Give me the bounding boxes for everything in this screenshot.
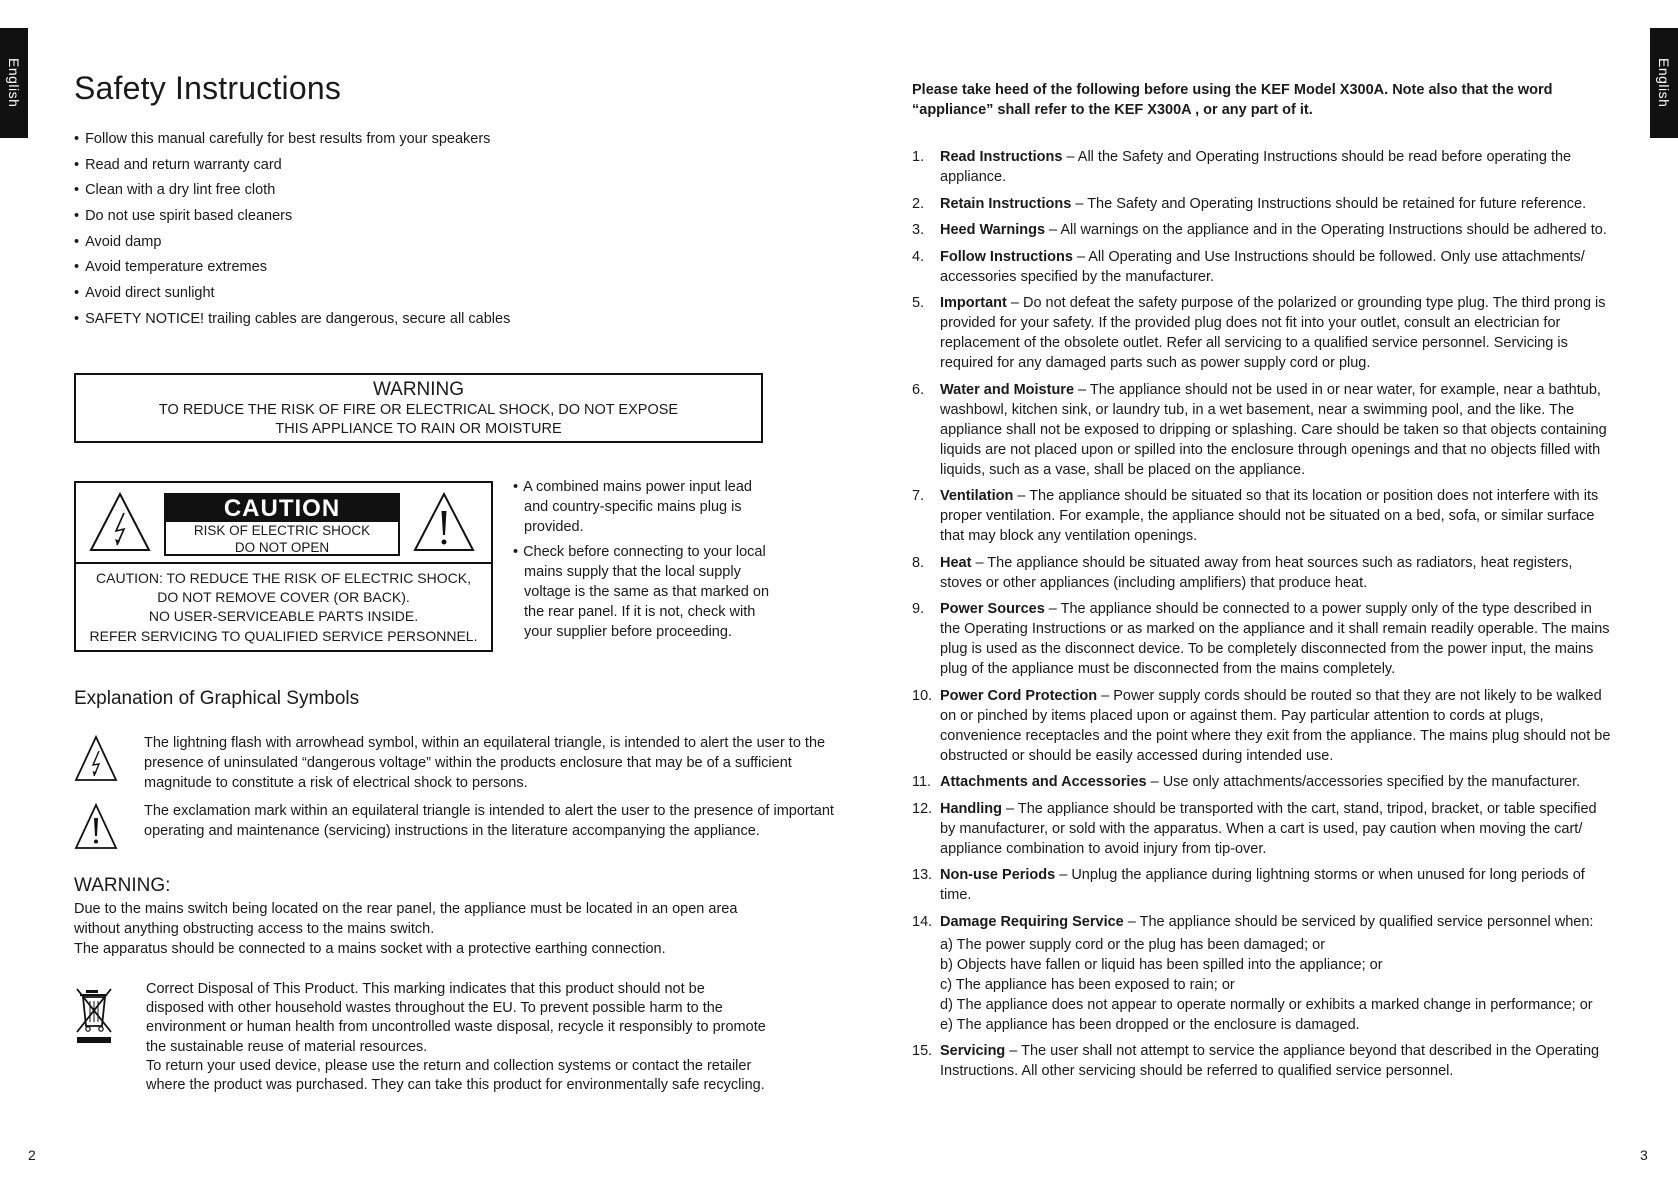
- list-item: • Check before connecting to your local mains supply that the local supply voltage is the same as that marked on the rear panel. If it is not, check with your supplier before proceeding.: [513, 542, 773, 642]
- list-item: [912, 686, 1612, 766]
- language-tab-right: [1650, 28, 1678, 138]
- list-item: • Do not use spirit based cleaners: [74, 204, 766, 230]
- list-item: [912, 247, 1612, 287]
- item-number: 9.: [912, 601, 925, 617]
- list-item: [912, 772, 1612, 792]
- disposal-paragraph: Correct Disposal of This Product. This marking indicates that this product should not be disposed with other household wastes throughout the EU. To prevent possible harm to the environment or human health from uncontrolled waste disposal, recycle it responsibly to promote the sustainable reuse of material resources.: [146, 981, 766, 1055]
- page-number-left: 2: [28, 1147, 36, 1163]
- item-number: 2.: [912, 195, 925, 212]
- item-title: Power Sources: [940, 601, 1045, 617]
- caution-box-header: [76, 483, 491, 564]
- list-item: [912, 865, 1612, 905]
- caution-box-text: [76, 569, 491, 646]
- language-label-right: English: [1656, 58, 1672, 108]
- exclamation-triangle-icon: [74, 803, 118, 851]
- warning-box-title: WARNING: [372, 379, 465, 400]
- list-item: [912, 599, 1612, 679]
- caution-box: [74, 481, 493, 652]
- item-text: – The appliance should be connected to a power supply only of the type described in the Operating Instructions or as marked on the appliance and it shall remain readily operable. The mains plug is used as the disconnect device. To be completely disconnected from the power input, the mains plug of the appliance must be disconnected from the mains completely.: [940, 601, 1610, 677]
- item-number: 7.: [912, 488, 925, 504]
- item-number: 11.: [912, 774, 932, 790]
- list-item: [912, 194, 1612, 214]
- item-text: – The appliance should be transported with the cart, stand, tripod, bracket, or table specified by manufacturer, or sold with the apparatus. When a cart is used, pay caution when moving the cart/ appliance combination to avoid injury from tip-over.: [940, 800, 1597, 857]
- list-item: [912, 1041, 1612, 1081]
- item-text: – All the Safety and Operating Instructions should be read before operating the appliance.: [940, 149, 1572, 185]
- right-page: [912, 80, 1612, 1079]
- list-item: • Read and return warranty card: [74, 153, 766, 179]
- item-title: Heat: [940, 554, 972, 571]
- disposal-paragraph: To return your used device, please use the return and collection systems or contact the retailer where the product was purchased. They can take this product for environmentally safe recycling.: [146, 1057, 765, 1094]
- list-item: • A combined mains power input lead and country-specific mains plug is provided.: [513, 477, 773, 537]
- item-title: Read Instructions: [940, 149, 1063, 165]
- item-number: 5.: [912, 295, 925, 311]
- item-text: – Do not defeat the safety purpose of the polarized or grounding type plug. The third prong is provided for your safety. If the provided plug does not fit into your outlet, consult an electrician for replacement of the obsolete outlet. Refer all servicing to a qualified service personnel. Servicing is required for any damaged parts such as power supply cord or plug.: [940, 295, 1606, 371]
- caution-sub1: RISK OF ELECTRIC SHOCK: [193, 523, 371, 538]
- item-number: 8.: [912, 554, 925, 571]
- disposal-text: [146, 980, 766, 1095]
- list-item: [912, 912, 1612, 1035]
- item-text: – The Safety and Operating Instructions should be retained for future reference.: [1071, 195, 1587, 212]
- item-title: Servicing: [940, 1043, 1006, 1059]
- list-item: [912, 486, 1612, 546]
- item-text: – Power supply cords should be routed so that they are not likely to be walked on or pinched by items placed upon or against them. Pay particular attention to cords at plugs, convenience receptacles and the point where they exit from the appliance. The mains plug should not be obstructed or should be easily accessed during intended use.: [940, 687, 1611, 764]
- caution-line: CAUTION: TO REDUCE THE RISK OF ELECTRIC SHOCK,: [96, 570, 471, 586]
- item-number: 6.: [912, 381, 925, 398]
- caution-title: CAUTION: [166, 495, 398, 522]
- item-title: Important: [940, 295, 1007, 311]
- list-item: [912, 293, 1612, 373]
- item-text: – Unplug the appliance during lightning storms or when unused for long periods of time.: [940, 867, 1585, 903]
- weee-bin-icon: [74, 986, 116, 1046]
- warning-box: [74, 373, 763, 443]
- sub-item: e) The appliance has been dropped or the enclosure is damaged.: [940, 1016, 1360, 1033]
- symbols-heading: Explanation of Graphical Symbols: [74, 688, 360, 709]
- list-item: • SAFETY NOTICE! trailing cables are dangerous, secure all cables: [74, 307, 766, 333]
- item-number: 14.: [912, 913, 933, 930]
- item-text: – The appliance should be serviced by qualified service personnel when:: [1123, 913, 1594, 930]
- item-number: 15.: [912, 1043, 933, 1059]
- item-title: Power Cord Protection: [940, 687, 1098, 704]
- item-text: – The appliance should not be used in or near water, for example, near a bathtub, washbowl, kitchen sink, or laundry tub, in a wet basement, near a swimming pool, and the like. The appliance shall not be exposed to dripping or splashing. Care should be taken so that objects containing liquids are not placed upon or spilled into the enclosure through openings and that no objects filled with liquids, such as a vase, shall be placed on the appliance.: [940, 381, 1607, 478]
- item-title: Ventilation: [940, 488, 1014, 504]
- list-item: [912, 220, 1612, 240]
- item-number: 12.: [912, 800, 933, 817]
- list-item: • Clean with a dry lint free cloth: [74, 178, 766, 204]
- lightning-triangle-icon: [74, 735, 118, 783]
- warning-paragraph: The apparatus should be connected to a mains socket with a protective earthing connection.: [74, 941, 666, 957]
- caution-sub2: DO NOT OPEN: [234, 540, 330, 555]
- symbol-explanation-exclamation: The exclamation mark within an equilateral triangle is intended to alert the user to the presence of important operating and maintenance (servicing) instructions in the literature accompanying the appliance.: [144, 803, 834, 839]
- list-item: [912, 380, 1612, 480]
- item-title: Heed Warnings: [940, 222, 1046, 238]
- sub-item: d) The appliance does not appear to operate normally or exhibits a marked change in performance; or: [940, 996, 1593, 1013]
- damage-sublist: [940, 935, 1612, 1035]
- item-number: 10.: [912, 687, 933, 704]
- caution-label: [164, 493, 400, 556]
- item-number: 4.: [912, 248, 925, 265]
- language-label-left: English: [6, 58, 22, 108]
- list-item: [912, 147, 1612, 187]
- list-item: [912, 553, 1612, 593]
- power-bullet-list: [513, 477, 773, 647]
- item-title: Damage Requiring Service: [940, 913, 1124, 930]
- list-item: • Avoid damp: [74, 230, 766, 256]
- list-item: [912, 799, 1612, 859]
- language-tab-left: [0, 28, 28, 138]
- page-title: Safety Instructions: [74, 70, 342, 106]
- sub-item: a) The power supply cord or the plug has been damaged; or: [940, 936, 1326, 953]
- warning-body: [74, 899, 774, 959]
- item-text: – Use only attachments/accessories specified by the manufacturer.: [1146, 774, 1581, 790]
- sub-item: c) The appliance has been exposed to rain; or: [940, 976, 1235, 993]
- item-number: 13.: [912, 867, 933, 883]
- item-number: 3.: [912, 222, 925, 238]
- intro-text: Please take heed of the following before using the KEF Model X300A. Note also that the word “appliance” shall refer to the KEF X300A , or any part of it.: [912, 82, 1553, 118]
- caution-line: DO NOT REMOVE COVER (OR BACK).: [157, 589, 410, 606]
- lightning-warning-icon: [88, 491, 152, 553]
- item-text: – The appliance should be situated so that its location or position does not interfere with its proper ventilation. For example, the appliance should not be situated on a bed, sofa, or similar surface that may block any ventilation openings.: [940, 488, 1599, 544]
- page-number-right: 3: [1640, 1147, 1648, 1163]
- warning-box-line2: THIS APPLIANCE TO RAIN OR MOISTURE: [275, 421, 562, 437]
- item-text: – All Operating and Use Instructions should be followed. Only use attachments/ accessories specified by the manufacturer.: [940, 248, 1585, 285]
- left-page: [74, 70, 766, 333]
- exclamation-warning-icon: [412, 491, 476, 553]
- list-item: • Avoid temperature extremes: [74, 255, 766, 281]
- item-title: Non-use Periods: [940, 867, 1056, 883]
- item-text: – The user shall not attempt to service the appliance beyond that described in the Operating Instructions. All other servicing should be referred to qualified service personnel.: [940, 1043, 1600, 1079]
- item-title: Handling: [940, 800, 1003, 817]
- numbered-instructions: [912, 147, 1612, 1088]
- symbol-explanation-lightning: The lightning flash with arrowhead symbol, within an equilateral triangle, is intended to alert the user to the presence of uninsulated “dangerous voltage” within the products enclosure that may be of a sufficient magnitude to constitute a risk of electrical shock to persons.: [144, 735, 826, 791]
- list-item: • Follow this manual carefully for best results from your speakers: [74, 127, 766, 153]
- sub-item: b) Objects have fallen or liquid has been spilled into the appliance; or: [940, 956, 1383, 973]
- warning-box-line1: TO REDUCE THE RISK OF FIRE OR ELECTRICAL SHOCK, DO NOT EXPOSE: [158, 402, 679, 418]
- item-title: Retain Instructions: [940, 195, 1072, 212]
- warning-paragraph: Due to the mains switch being located on the rear panel, the appliance must be located in an open area without anything obstructing access to the mains switch.: [74, 901, 738, 937]
- item-title: Attachments and Accessories: [940, 774, 1147, 790]
- list-item: • Avoid direct sunlight: [74, 281, 766, 307]
- item-title: Follow Instructions: [940, 248, 1073, 265]
- safety-bullet-list: [74, 127, 766, 333]
- item-text: – The appliance should be situated away from heat sources such as radiators, heat registers, stoves or other appliances (including amplifiers) that produce heat.: [940, 554, 1573, 591]
- item-text: – All warnings on the appliance and in the Operating Instructions should be adhered to.: [1045, 222, 1607, 238]
- caution-line: NO USER-SERVICEABLE PARTS INSIDE.: [148, 608, 419, 625]
- item-title: Water and Moisture: [940, 381, 1075, 398]
- warning-heading: WARNING:: [74, 875, 171, 896]
- caution-line: REFER SERVICING TO QUALIFIED SERVICE PERSONNEL.: [89, 627, 478, 644]
- item-number: 1.: [912, 149, 925, 165]
